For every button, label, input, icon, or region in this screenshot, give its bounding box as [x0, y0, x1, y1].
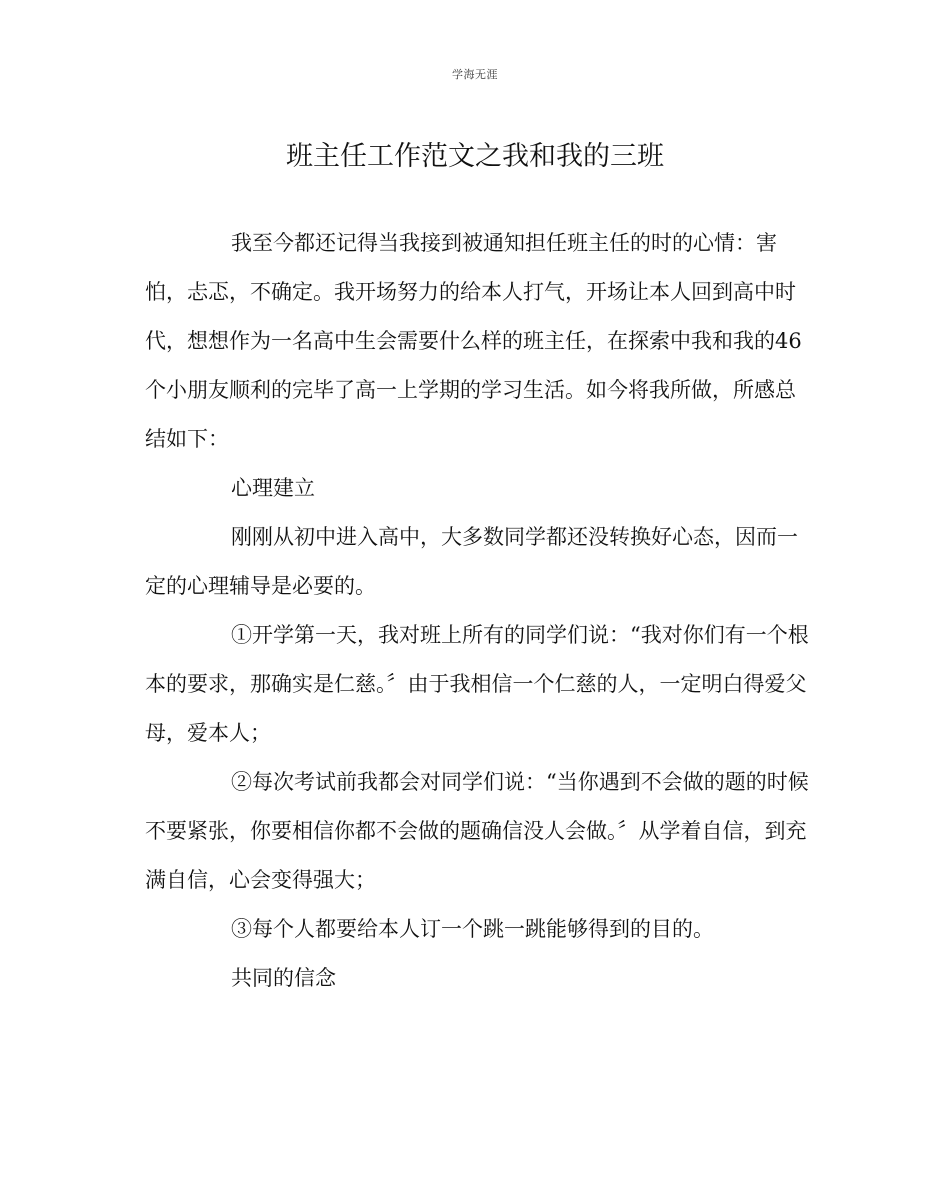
list-item-1: ①开学第一天，我对班上所有的同学们说：“我对你们有一个根本的要求，那确实是仁慈。〞由于我相信一个仁慈的人，一定明白得爱父母，爱本人；	[145, 623, 809, 745]
section-heading-psychology: 心理建立	[231, 476, 315, 500]
list-item-3: ③每个人都要给本人订一个跳一跳能够得到的目的。	[231, 917, 714, 941]
paragraph-intro: 我至今都还记得当我接到被通知担任班主任的时的心情：害怕，忐忑，不确定。我开场努力的给本人打气，开场让本人回到高中时代，想想作为一名高中生会需要什么样的班主任，在探索中我和我的46个小朋友顺利的完毕了高一上学期的学习生活。如今将我所做，所感总结如下：	[145, 231, 802, 451]
list-item-2: ②每次考试前我都会对同学们说：“当你遇到不会做的题的时候不要紧张，你要相信你都不会做的题确信没人会做。〞从学着自信，到充满自信，心会变得强大；	[145, 770, 809, 892]
paragraph-psychology: 刚刚从初中进入高中，大多数同学都还没转换好心态，因而一定的心理辅导是必要的。	[145, 525, 798, 598]
document-title: 班主任工作范文之我和我的三班	[286, 141, 664, 172]
document-body	[145, 219, 810, 1003]
section-heading-belief: 共同的信念	[231, 966, 336, 990]
page-header: 学海无涯	[452, 68, 498, 81]
